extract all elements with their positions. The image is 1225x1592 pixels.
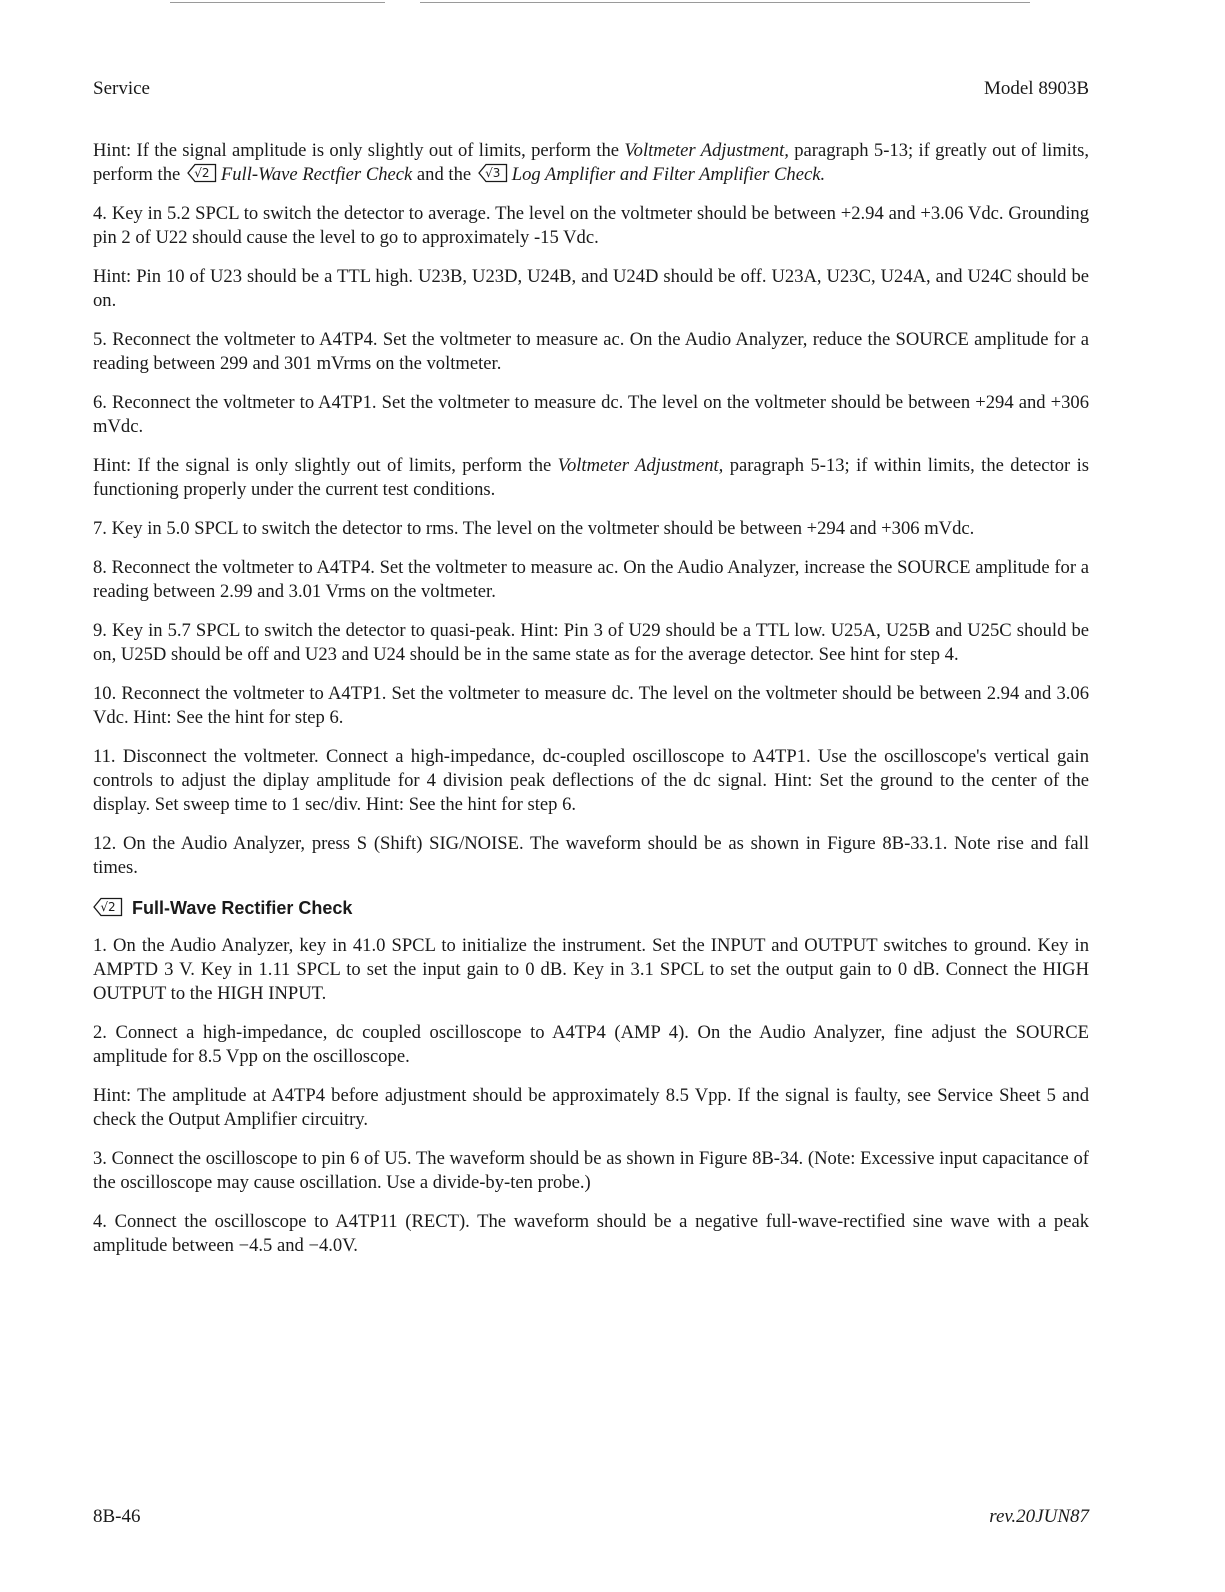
step-5: 5. Reconnect the voltmeter to A4TP4. Set the voltmeter to measure ac. On the Audio Analyzer, reduce the SOURCE amplitude for a reading between 299 and 301 mVrms on the voltmeter. — [93, 329, 1089, 374]
section-title: Full-Wave Rectifier Check — [132, 898, 353, 918]
step-11: 11. Disconnect the voltmeter. Connect a high-impedance, dc-coupled oscilloscope to A4TP1. Use the oscilloscope's vertical gain controls to adjust the diplay amplitude for 4 division peak deflections of the dc signal. Hint: Set the ground to the center of the display. Set sweep time to 1 sec/div. Hint: See the hint for step 6. — [93, 746, 1089, 815]
hint-paragraph: Hint: If the signal amplitude is only slightly out of limits, perform the Voltmeter Adjustment, paragraph 5-13; if greatly out of limits, perform the √2 Full-Wave Rectfier Check and the √3 Log Amplifier and Filter Amplifier Check. — [93, 140, 1089, 185]
section-heading — [93, 895, 1089, 921]
page-body — [93, 139, 1089, 1273]
page-footer — [93, 1506, 1089, 1528]
revision-date: rev.20JUN87 — [989, 1506, 1089, 1527]
fw-step-4: 4. Connect the oscilloscope to A4TP11 (RECT). The waveform should be a negative full-wave-rectified sine wave with a peak amplitude between −4.5 and −4.0V. — [93, 1211, 1089, 1256]
page-number: 8B-46 — [93, 1506, 141, 1527]
hint-step-4: Hint: Pin 10 of U23 should be a TTL high. U23B, U23D, U24B, and U24D should be off. U23A, U23C, U24A, and U24C should be on. — [93, 266, 1089, 311]
scan-artifact-line — [420, 2, 1030, 3]
step-6: 6. Reconnect the voltmeter to A4TP1. Set the voltmeter to measure dc. The level on the voltmeter should be between +294 and +306 mVdc. — [93, 392, 1089, 437]
step-10: 10. Reconnect the voltmeter to A4TP1. Set the voltmeter to measure dc. The level on the voltmeter should be between 2.94 and 3.06 Vdc. Hint: See the hint for step 6. — [93, 683, 1089, 728]
voltmeter-adjustment-ref: Voltmeter Adjustment, — [557, 455, 724, 476]
fw-step-1: 1. On the Audio Analyzer, key in 41.0 SPCL to initialize the instrument. Set the INPUT and OUTPUT switches to ground. Key in AMPTD 3 V. Key in 1.11 SPCL to set the input gain to 0 dB. Key in 3.1 SPCL to set the output gain to 0 dB. Connect the HIGH OUTPUT to the HIGH INPUT. — [93, 935, 1089, 1004]
step-9: 9. Key in 5.7 SPCL to switch the detector to quasi-peak. Hint: Pin 3 of U29 should be a TTL low. U25A, U25B and U25C should be on, U25D should be off and U23 and U24 should be in the same state as for the average detector. See hint for step 4. — [93, 620, 1089, 665]
full-wave-check-ref: Full-Wave Rectfier Check — [220, 164, 413, 185]
fw-hint-step-2: Hint: The amplitude at A4TP4 before adjustment should be approximately 8.5 Vpp. If the signal is faulty, see Service Sheet 5 and check the Output Amplifier circuitry. — [93, 1085, 1089, 1130]
hint-step-6: Hint: If the signal is only slightly out of limits, perform the Voltmeter Adjustment, paragraph 5-13; if within limits, the detector is functioning properly under the current test conditions. — [93, 455, 1089, 500]
step-7: 7. Key in 5.0 SPCL to switch the detector to rms. The level on the voltmeter should be between +294 and +306 mVdc. — [93, 518, 975, 539]
voltmeter-adjustment-ref: Voltmeter Adjustment, — [624, 140, 789, 161]
step-12: 12. On the Audio Analyzer, press S (Shift) SIG/NOISE. The waveform should be as shown in Figure 8B-33.1. Note rise and fall times. — [93, 833, 1089, 878]
fw-step-3: 3. Connect the oscilloscope to pin 6 of U5. The waveform should be as shown in Figure 8B-34. (Note: Excessive input capacitance of the oscilloscope may cause oscillation. Use a divide-by-ten probe.) — [93, 1148, 1089, 1193]
check-3-icon: √3 — [478, 163, 508, 183]
check-2-icon: √2 — [93, 897, 123, 917]
check-2-icon: √2 — [187, 163, 217, 183]
header-section: Service — [93, 78, 150, 99]
page-header — [93, 78, 1089, 100]
step-8: 8. Reconnect the voltmeter to A4TP4. Set the voltmeter to measure ac. On the Audio Analyzer, increase the SOURCE amplitude for a reading between 2.99 and 3.01 Vrms on the voltmeter. — [93, 557, 1089, 602]
step-4: 4. Key in 5.2 SPCL to switch the detector to average. The level on the voltmeter should be between +2.94 and +3.06 Vdc. Grounding pin 2 of U22 should cause the level to go to approximately -15 Vdc. — [93, 203, 1089, 248]
fw-step-2: 2. Connect a high-impedance, dc coupled oscilloscope to A4TP4 (AMP 4). On the Audio Analyzer, fine adjust the SOURCE amplitude for 8.5 Vpp on the oscilloscope. — [93, 1022, 1089, 1067]
scan-artifact-line — [170, 2, 385, 3]
log-amp-check-ref: Log Amplifier and Filter Amplifier Check. — [511, 164, 826, 185]
header-model: Model 8903B — [983, 78, 1089, 99]
